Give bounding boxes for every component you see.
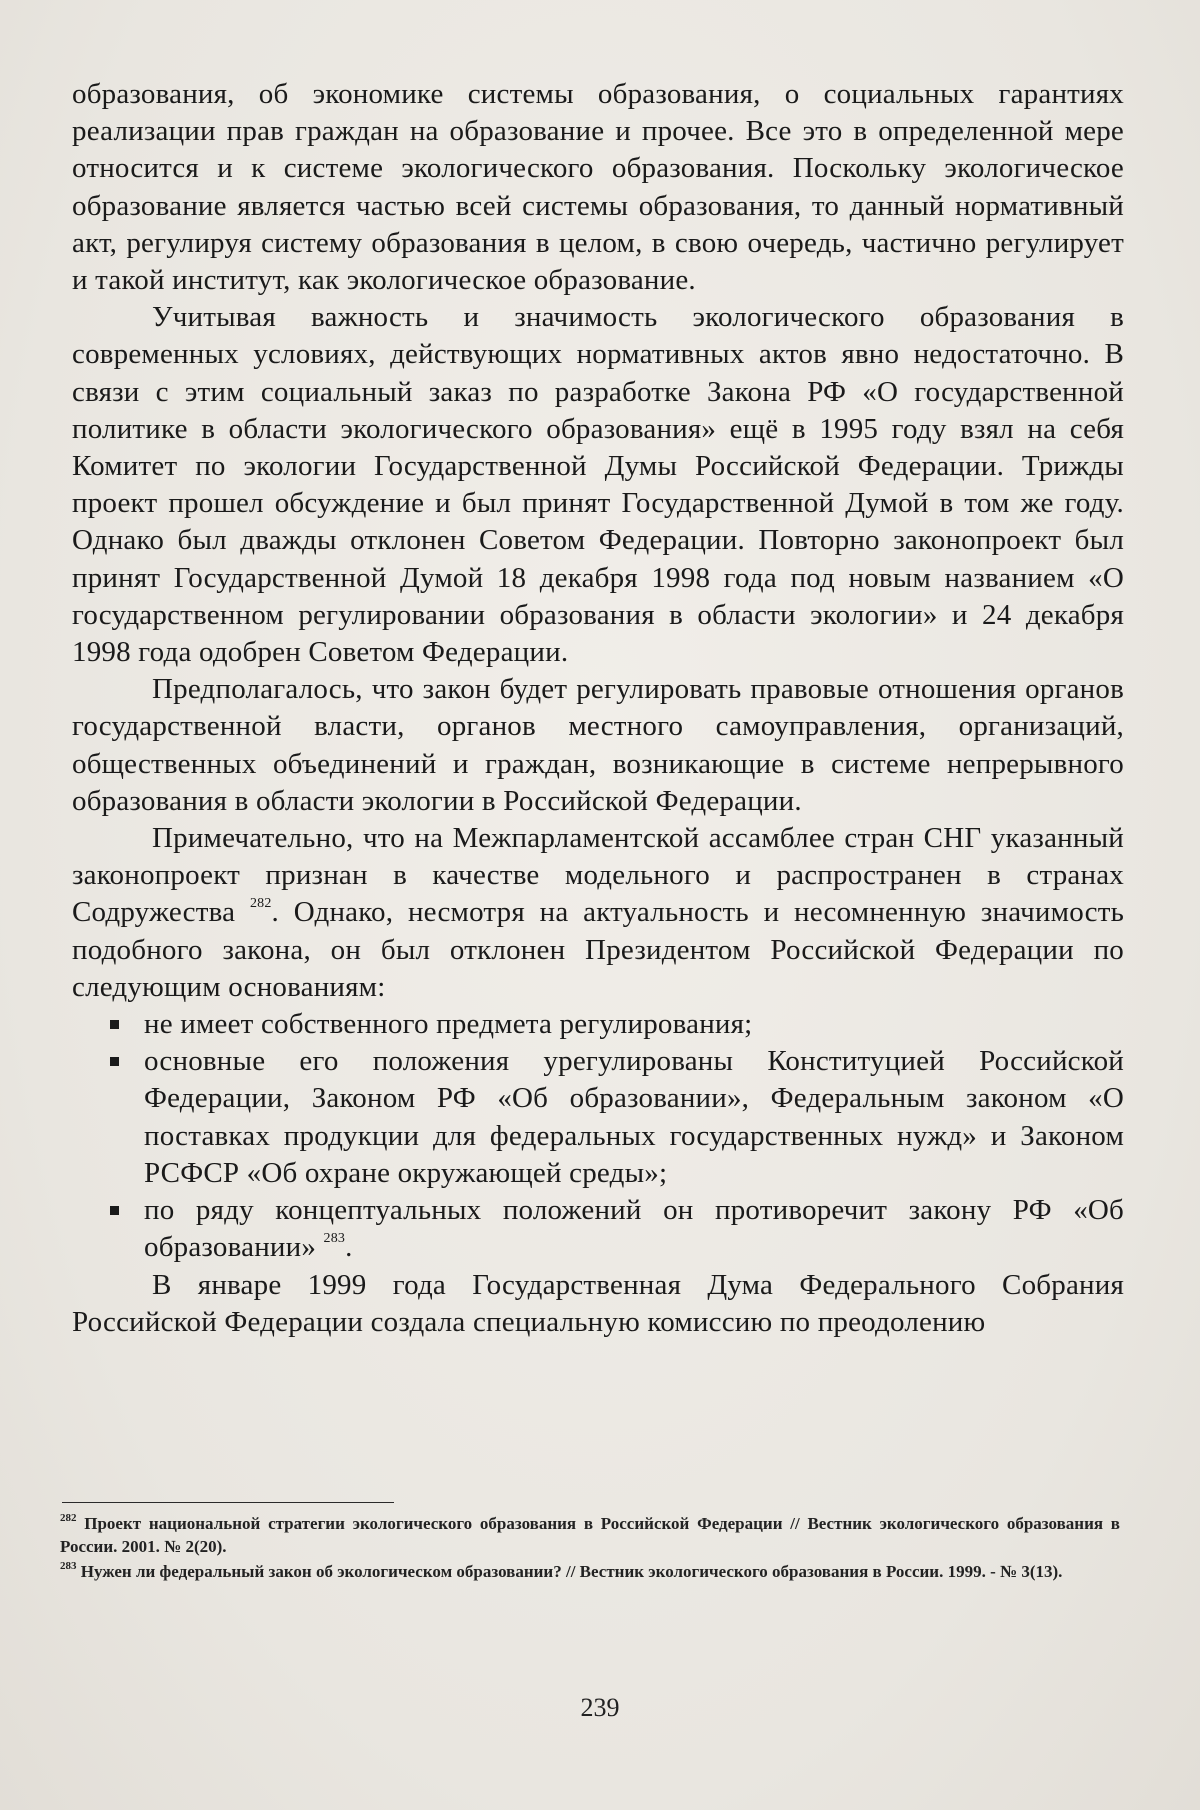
bullet-square-icon bbox=[110, 1206, 119, 1215]
paragraph-commission: В январе 1999 года Государственная Дума Федерального Собрания Российской Федерации создала специальную комиссию по преодолению bbox=[72, 1268, 1124, 1338]
footnote bbox=[60, 1512, 1120, 1558]
paragraph-importance: Учитывая важность и значимость экологического образования в современных условиях, действующих нормативных актов явно недостаточно. В связи с этим социальный заказ по разработке Закона РФ «О государственной политике в области экологического образования» ещё в 1995 году взял на себя Комитет по экологии Государственной Думы Российской Федерации. Трижды проект прошел обсуждение и был принят Государственной Думой в том же году. Однако был дважды отклонен Советом Федерации. Повторно законопроект был принят Государственной Думой 18 декабря 1998 года под новым названием «О государственном регулировании образования в области экологии» и 24 декабря 1998 года одобрен Советом Федерации. bbox=[72, 301, 1124, 669]
page-number: 239 bbox=[580, 1693, 620, 1722]
footnote-reference: 283 bbox=[323, 1231, 346, 1247]
footnote-number: 282 bbox=[60, 1512, 77, 1524]
paragraph-text: Примечательно, что на Межпарламентской ассамблее стран СНГ указанный законопроект признан в качестве модельного и распространен в странах Содружества bbox=[72, 822, 1124, 929]
list-item-text: по ряду концептуальных положений он противоречит закону РФ «Об образовании» bbox=[144, 1194, 1124, 1264]
list-item bbox=[72, 1043, 1124, 1192]
bullet-square-icon bbox=[110, 1057, 119, 1066]
body-text bbox=[72, 76, 1124, 1341]
footnote bbox=[60, 1560, 1120, 1583]
paragraph-law-scope: Предполагалось, что закон будет регулировать правовые отношения органов государственной власти, органов местного самоуправления, организаций, общественных объединений и граждан, возникающие в системе непрерывного образования в области экологии в Российской Федерации. bbox=[72, 673, 1124, 817]
footnote-reference: 282 bbox=[249, 896, 272, 912]
footnote-text: Нужен ли федеральный закон об экологическом образовании? // Вестник экологического образования в России. 1999. - № 3(13). bbox=[80, 1562, 1063, 1581]
footnote-divider bbox=[62, 1502, 394, 1503]
footnote-text: Проект национальной стратегии экологического образования в Российской Федерации // Вестник экологического образования в России. 2001. № 2(20). bbox=[60, 1514, 1120, 1556]
footnotes bbox=[60, 1512, 1120, 1585]
bullet-square-icon bbox=[110, 1020, 119, 1029]
list-item-end: . bbox=[345, 1231, 353, 1264]
rejection-reasons-list bbox=[72, 1006, 1124, 1266]
list-item bbox=[72, 1006, 1124, 1043]
list-item-text: основные его положения урегулированы Конституцией Российской Федерации, Законом РФ «Об образовании», Федеральным законом «О поставках продукции для федеральных государственных нужд» и Законом РСФСР «Об охране окружающей среды»; bbox=[144, 1045, 1124, 1189]
paragraph-text: . Однако, несмотря на актуальность и несомненную значимость подобного закона, он был отклонен Президентом Российской Федерации по следующим основаниям: bbox=[72, 896, 1124, 1003]
list-item bbox=[72, 1192, 1124, 1266]
footnote-number: 283 bbox=[60, 1560, 77, 1572]
list-item-text: не имеет собственного предмета регулирования; bbox=[144, 1008, 753, 1041]
paragraph-cis-assembly bbox=[72, 820, 1124, 1006]
paragraph-continuation: образования, об экономике системы образования, о социальных гарантиях реализации прав граждан на образование и прочее. Все это в определенной мере относится и к системе экологического образования. Поскольку экологическое образование является частью всей системы образования, то данный нормативный акт, регулируя систему образования в целом, в свою очередь, частично регулирует и такой институт, как экологическое образование. bbox=[72, 78, 1124, 297]
